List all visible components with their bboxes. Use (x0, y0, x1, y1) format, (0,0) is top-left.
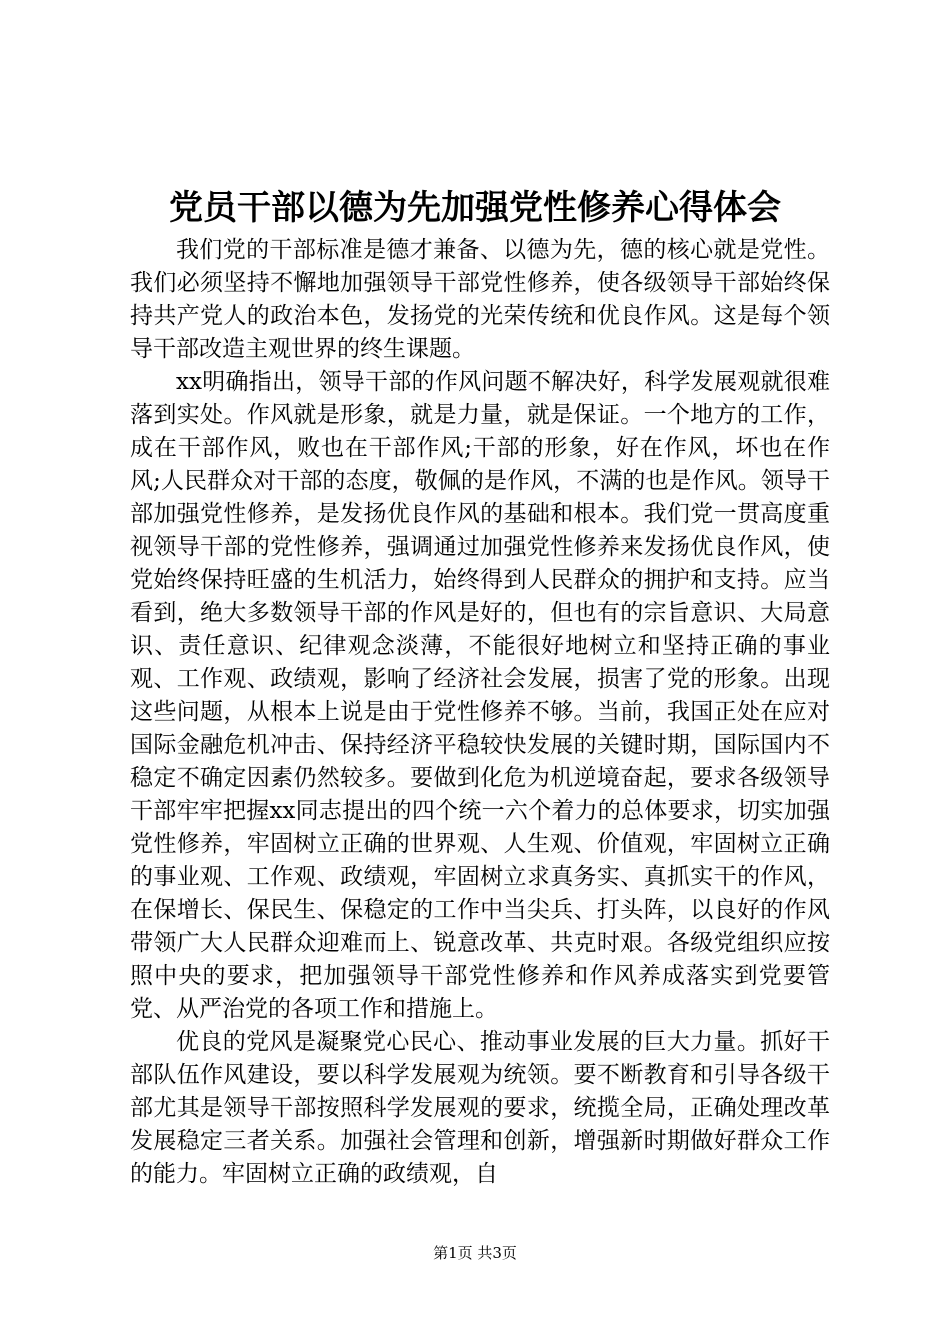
paragraph-1: 我们党的干部标准是德才兼备、以德为先，德的核心就是党性。我们必须坚持不懈地加强领导干部党性修养，使各级领导干部始终保持共产党人的政治本色，发扬党的光荣传统和优良作风。这是每个领导干部改造主观世界的终生课题。 (130, 237, 830, 362)
paragraph-3: 优良的党风是凝聚党心民心、推动事业发展的巨大力量。抓好干部队伍作风建设，要以科学发展观为统领。要不断教育和引导各级干部尤其是领导干部按照科学发展观的要求，统揽全局，正确处理改革发展稳定三者关系。加强社会管理和创新，增强新时期做好群众工作的能力。牢固树立正确的政绩观，自 (130, 1029, 830, 1187)
page-number: 第1页 共3页 (433, 1244, 517, 1262)
document-title: 党员干部以德为先加强党性修养心得体会 (169, 188, 781, 228)
page-footer (0, 1243, 950, 1263)
paragraph-2: xx明确指出，领导干部的作风问题不解决好，科学发展观就很难落到实处。作风就是形象，就是力量，就是保证。一个地方的工作，成在干部作风，败也在干部作风;干部的形象，好在作风，坏也在作风;人民群众对干部的态度，敬佩的是作风，不满的也是作风。领导干部加强党性修养，是发扬优良作风的基础和根本。我们党一贯高度重视领导干部的党性修养，强调通过加强党性修养来发扬优良作风，使党始终保持旺盛的生机活力，始终得到人民群众的拥护和支持。应当看到，绝大多数领导干部的作风是好的，但也有的宗旨意识、大局意识、责任意识、纪律观念淡薄，不能很好地树立和坚持正确的事业观、工作观、政绩观，影响了经济社会发展，损害了党的形象。出现这些问题，从根本上说是由于党性修养不够。当前，我国正处在应对国际金融危机冲击、保持经济平稳较快发展的关键时期，国际国内不稳定不确定因素仍然较多。要做到化危为机逆境奋起，要求各级领导干部牢牢把握xx同志提出的四个统一六个着力的总体要求，切实加强党性修养，牢固树立正确的世界观、人生观、价值观，牢固树立正确的事业观、工作观、政绩观，牢固树立求真务实、真抓实干的作风，在保增长、保民生、保稳定的工作中当尖兵、打头阵，以良好的作风带领广大人民群众迎难而上、锐意改革、共克时艰。各级党组织应按照中央的要求，把加强领导干部党性修养和作风养成落实到党要管党、从严治党的各项工作和措施上。 (130, 369, 830, 1022)
document-body (130, 234, 830, 1191)
